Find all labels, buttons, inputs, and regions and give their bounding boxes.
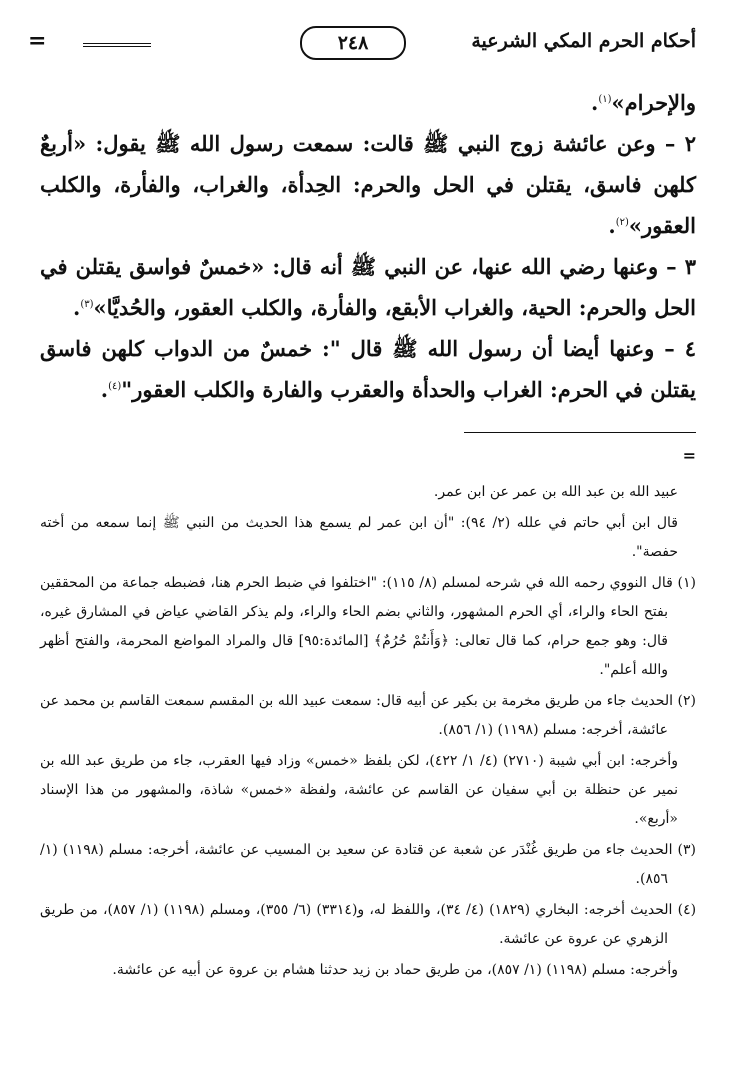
running-title: أحكام الحرم المكي الشرعية [471,30,696,52]
footnote-3: (٣) الحديث جاء من طريق غُنْدَر عن شعبة عن قتادة عن سعيد بن المسيب عن عائشة، أخرجه: مسلم (١١٩٨) (١/ ٨٥٦). [40,842,696,887]
footnotes [40,478,696,987]
footnote-continued-1: عبيد الله بن عبد الله بن عمر عن ابن عمر. [433,484,678,500]
footnote-ref-4: (٤) [108,381,122,392]
paragraph-1 [40,82,696,123]
footnote-ref-2: (٢) [615,217,629,228]
hadith-4 [40,328,696,410]
footnote-2: (٢) الحديث جاء من طريق مخرمة بن بكير عن أبيه قال: سمعت عبيد الله بن المقسم سمعت القاسم بن محمد عن عائشة، أخرجه: مسلم (١١٩٨) (١/ ٨٥٦). [40,693,696,738]
hadith-4-text: ٤ – وعنها أيضا أن رسول الله ﷺ قال ": خمسٌ من الدواب كلهن فاسق يقتلن في الحرم: الغراب والحدأة والعقرب والفارة والكلب العقور" [40,336,696,402]
footnote-continuation-mark: = [682,446,696,465]
footnote-ref-1: (١) [598,94,612,105]
hadith-3-end: . [73,295,81,320]
paragraph-1-end: . [591,90,599,115]
footnote-4-continued: وأخرجه: مسلم (١١٩٨) (١/ ٨٥٧)، من طريق حماد بن زيد حدثنا هشام بن عروة عن أبيه عن عائشة. [112,962,678,978]
footnote-continued-2: قال ابن أبي حاتم في علله (٢/ ٩٤): "أن ابن عمر لم يسمع هذا الحديث من النبي ﷺ إنما سمعه من أخته حفصة". [40,515,678,560]
header-rule-left [83,43,151,47]
footnote-1: (١) قال النووي رحمه الله في شرحه لمسلم (٨/ ١١٥): "اختلفوا في ضبط الحرم هنا، فضبطه جماعة من المحققين بفتح الحاء والراء، أي الحرم المشهور، والثاني بضم الحاء والراء، ولم يذكر القاضي عياض في المشارق غيره، قال: وهو جمع حرام، كما قال تعالى: ﴿وَأَنتُمْ حُرُمٌ﴾ [المائدة:٩٥] قال والمراد المواضع المحرمة، والفتح أظهر والله أعلم". [40,575,697,678]
page-number-badge: ٢٤٨ [300,26,406,60]
hadith-3-text: ٣ – وعنها رضي الله عنها، عن النبي ﷺ أنه قال: «خمسٌ فواسق يقتلن في الحل والحرم: الحية، والغراب الأبقع، والفأرة، والكلب العقور، والحُديَّا» [40,254,696,320]
paragraph-1-text: والإحرام» [611,90,696,115]
hadith-2-end: . [608,213,616,238]
main-text [40,82,696,410]
footnote-separator [464,432,696,433]
hadith-2-text: ٢ – وعن عائشة زوج النبي ﷺ قالت: سمعت رسول الله ﷺ يقول: «أربعٌ كلهن فاسق، يقتلن في الحل والحرم: الحِدأة، والغراب، والفأرة، والكلب العقور» [40,131,696,238]
footnote-ref-3: (٣) [80,299,94,310]
page-header [28,26,696,62]
header-end-mark: = [28,28,47,54]
hadith-3 [40,246,696,328]
hadith-2 [40,123,696,246]
footnote-2-continued: وأخرجه: ابن أبي شيبة (٢٧١٠) (٤/ ١/ ٤٢٢)، لكن بلفظ «خمس» وزاد فيها العقرب، جاء من طريق عبد الله بن نمير عن حنظلة بن أبي سفيان عن القاسم عن عائشة، ولفظة «خمس» شاذة، والمشهور من هذا الإسناد «أربع». [40,753,678,827]
hadith-4-end: . [100,377,109,402]
footnote-4: (٤) الحديث أخرجه: البخاري (١٨٢٩) (٤/ ٣٤)، واللفظ له، و(٣٣١٤) (٦/ ٣٥٥)، ومسلم (١١٩٨) (١/ ٨٥٧)، من طريق الزهري عن عروة عن عائشة. [40,902,697,947]
